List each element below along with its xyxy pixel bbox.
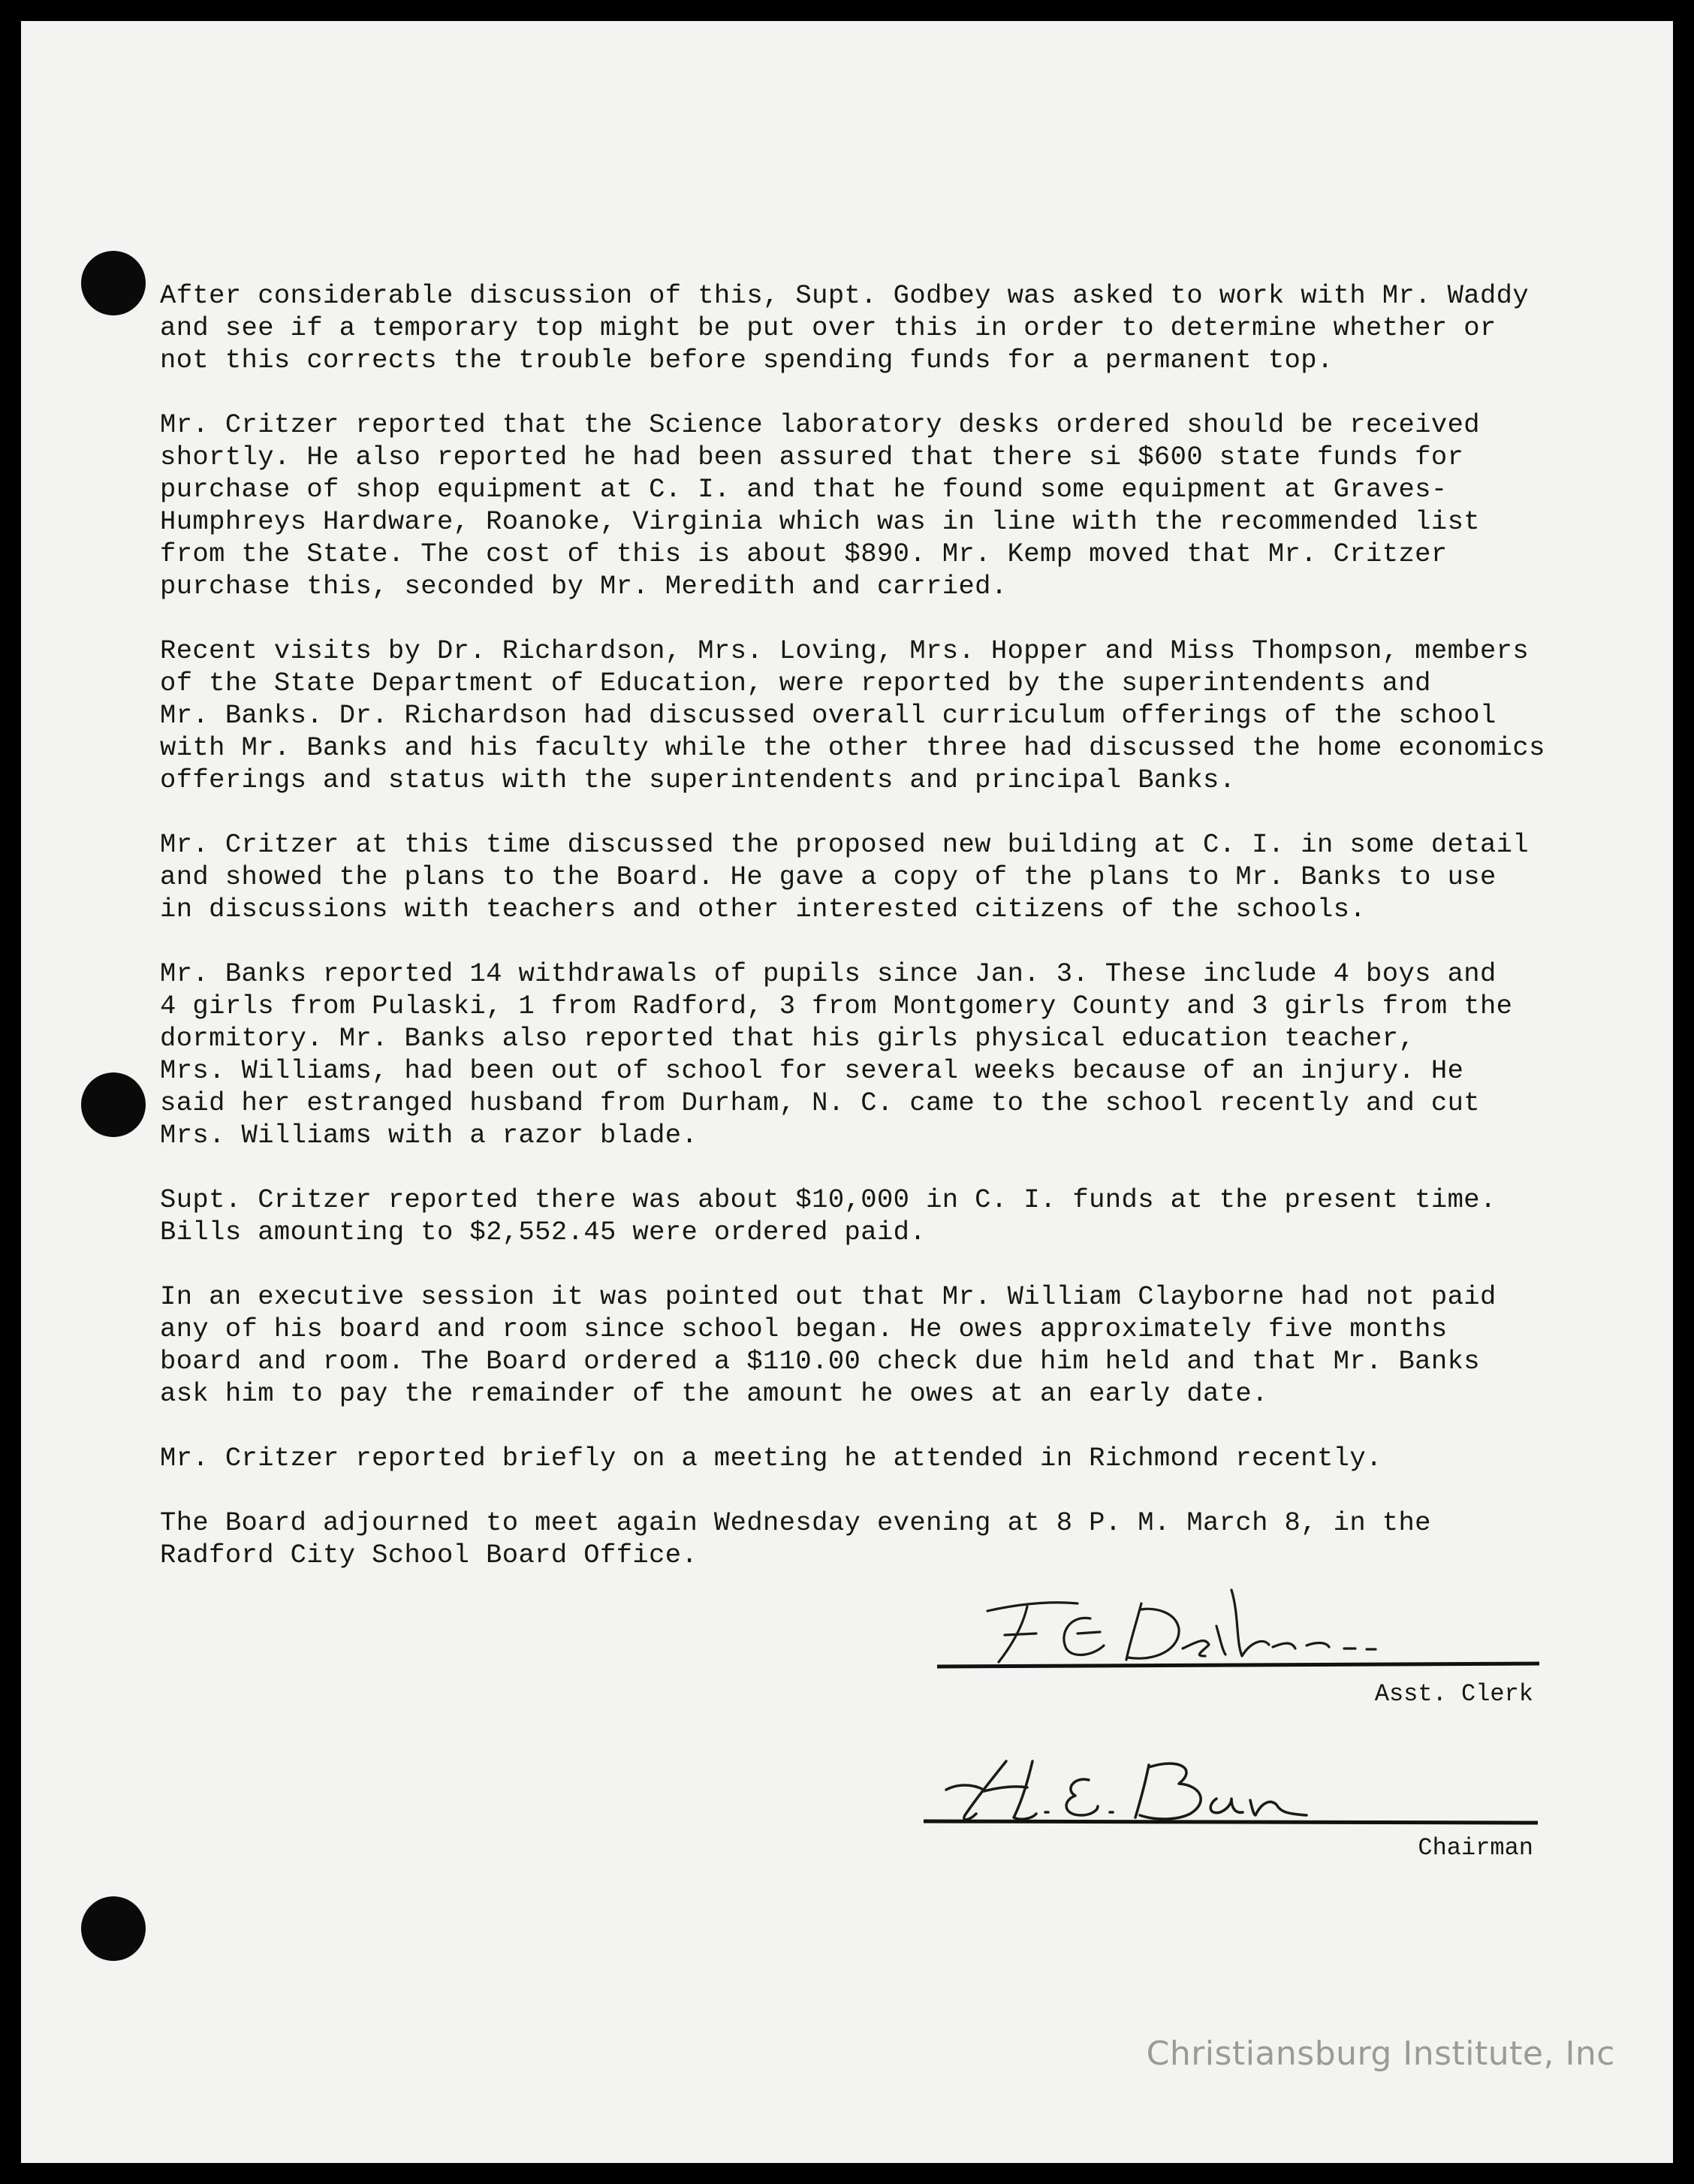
clerk-signature-block [916, 1573, 1547, 1716]
chairman-signature-block [901, 1746, 1547, 1870]
paragraph-executive-session: In an executive session it was pointed out that Mr. William Clayborne had not paid any of his board and room since school began. He owes approximately five months board and room. The Board ordered a $110.00 check due him held and that Mr. Banks ask him to pay the remainder of the amount he owes at an early date. [160, 1281, 1497, 1409]
minutes-body [160, 279, 1572, 1603]
paragraph-new-building: Mr. Critzer at this time discussed the proposed new building at C. I. in some detail and showed the plans to the Board. He gave a copy of the plans to Mr. Banks to use in discussions with teachers and other interested citizens of the schools. [160, 829, 1530, 925]
clerk-title: Asst. Clerk [1374, 1680, 1533, 1708]
paragraph-withdrawals: Mr. Banks reported 14 withdrawals of pupils since Jan. 3. These include 4 boys and 4 girls from Pulaski, 1 from Radford, 3 from Montgomery County and 3 girls from the dormitory. Mr. Banks also reported that his girls physical education teacher, Mrs. Williams, had been out of school for several weeks because of an injury. He said her estranged husband from Durham, N. C. came to the school recently and cut Mrs. Williams with a razor blade. [160, 958, 1513, 1151]
paragraph-temporary-top: After considerable discussion of this, Supt. Godbey was asked to work with Mr. Waddy and see if a temporary top might be put over this in order to determine whether or not this corrects the trouble before spending funds for a permanent top. [160, 280, 1530, 376]
archive-watermark: Christiansburg Institute, Inc [1146, 2035, 1615, 2073]
binder-hole [81, 1896, 146, 1961]
chairman-title: Chairman [1418, 1834, 1533, 1862]
paragraph-state-visits: Recent visits by Dr. Richardson, Mrs. Loving, Mrs. Hopper and Miss Thompson, members of the State Department of Education, were reported by the superintendents and Mr. Banks. Dr. Richardson had discussed overall curriculum offerings of the school with Mr. Banks and his faculty while the other three had discussed the home economics offerings and status with the superintendents and principal Banks. [160, 635, 1545, 795]
paragraph-science-desks: Mr. Critzer reported that the Science laboratory desks ordered should be received shortly. He also reported he had been assured that there si $600 state funds for purchase of shop equipment at C. I. and that he found some equipment at Graves- Humphreys Hardware, Roanoke, Virginia which was in line with the recommended list from the State. The cost of this is about $890. Mr. Kemp moved that Mr. Critzer purchase this, seconded by Mr. Meredith and carried. [160, 409, 1480, 602]
paragraph-funds: Supt. Critzer reported there was about $10,000 in C. I. funds at the present time. Bills amounting to $2,552.45 were ordered paid. [160, 1184, 1497, 1247]
paragraph-richmond-meeting: Mr. Critzer reported briefly on a meeting he attended in Richmond recently. [160, 1443, 1382, 1474]
binder-hole [81, 1072, 146, 1137]
binder-hole [81, 251, 146, 315]
chairman-signature [901, 1746, 1547, 1836]
paragraph-adjournment: The Board adjourned to meet again Wednesday evening at 8 P. M. March 8, in the Radford City School Board Office. [160, 1507, 1431, 1570]
clerk-signature [916, 1573, 1547, 1679]
